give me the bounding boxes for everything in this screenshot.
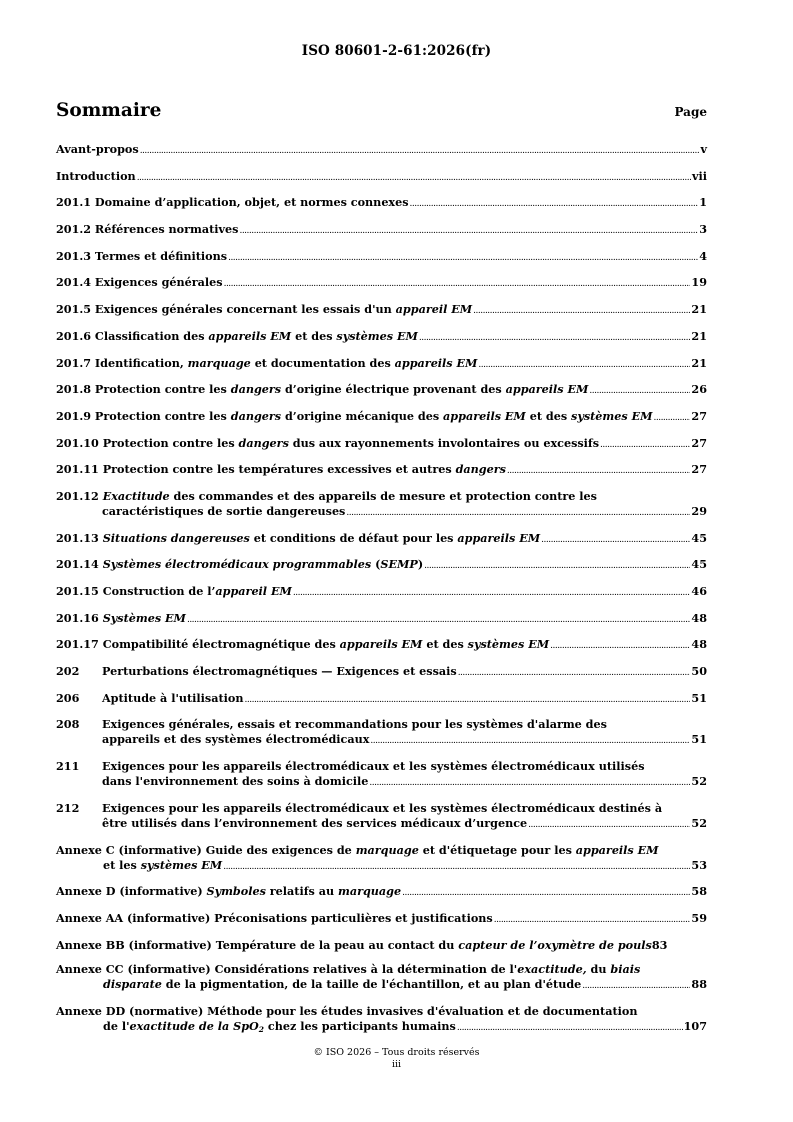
toc-entry-page: 27 [691, 408, 707, 423]
toc-entry-page: 46 [691, 584, 707, 598]
toc-entry-text-continued: caractéristiques de sortie dangereuses [102, 503, 346, 518]
toc-entry-201-6[interactable] [56, 329, 707, 346]
toc-entry-text: Annexe CC (informative) Considérations relatives à la détermination de l'exactitude, du biais [56, 962, 641, 977]
toc-entry-201-2[interactable] [56, 222, 707, 239]
toc-entry-page: 83 [651, 937, 668, 952]
toc-entry-page: 107 [683, 1018, 707, 1033]
toc-entry-page: 27 [691, 462, 707, 477]
toc-entry-text: 201.8 Protection contre les dangers d’origine électrique provenant des appareils EM [56, 382, 589, 397]
toc-entry-text-continued: et les systèmes EM [103, 857, 223, 872]
toc-entry-page: v [700, 142, 707, 156]
toc-entry-annexe-aa[interactable] [56, 911, 707, 928]
toc-entry-201-4[interactable] [56, 275, 707, 292]
toc-entry-201-12[interactable] [56, 489, 707, 521]
toc-entry-page: 45 [691, 557, 707, 572]
toc-entry-201-15[interactable] [56, 584, 707, 601]
toc-entry-text: 201.5 Exigences générales concernant les essais d'un appareil EM [56, 302, 473, 317]
toc-entry-page: 52 [691, 774, 707, 789]
toc-entry-page: 19 [691, 275, 707, 290]
toc-entry-page: 48 [691, 637, 707, 652]
toc-entry-text-continued: appareils et des systèmes électromédicaux [102, 732, 370, 747]
toc-entry-page: 59 [691, 910, 707, 925]
toc-entry-201-10[interactable] [56, 436, 707, 453]
toc-entry-text-continued: dans l'environnement des soins à domicile [102, 774, 369, 789]
toc-entry-page: 51 [691, 690, 707, 705]
toc-entry-text: 201.14 Systèmes électromédicaux programmables (SEMP) [56, 557, 424, 572]
toc-entry-208[interactable] [56, 717, 707, 749]
toc-entry-212[interactable] [56, 801, 707, 833]
toc-entry-avant-propos[interactable] [56, 142, 707, 159]
toc-entry-annexe-bb[interactable] [56, 938, 707, 953]
toc-entry-page: 27 [691, 435, 707, 450]
toc-entry-page: 3 [699, 222, 707, 237]
toc-entry-text: 201.1 Domaine d’application, objet, et normes connexes [56, 195, 409, 210]
page-footer [0, 1047, 793, 1071]
page-column-label: Page [674, 105, 707, 119]
toc-entry-annexe-d[interactable] [56, 884, 707, 901]
toc-entry-annexe-cc[interactable] [56, 962, 707, 994]
toc-entry-201-9[interactable] [56, 409, 707, 426]
toc-entry-text-continued: disparate de la pigmentation, de la taille de l'échantillon, et au plan d'étude [103, 977, 582, 992]
toc-entry-page: 50 [691, 664, 707, 679]
toc-entry-text: 201.2 Références normatives [56, 222, 239, 237]
toc-entry-page: 45 [691, 530, 707, 545]
table-of-contents [56, 142, 707, 1047]
toc-entry-text: 201.10 Protection contre les dangers dus aux rayonnements involontaires ou excessifs [56, 435, 600, 450]
toc-entry-text: Annexe BB (informative) Température de la peau au contact du capteur de l’oxymètre de pouls [56, 937, 652, 952]
toc-entry-page: 58 [691, 884, 707, 899]
toc-entry-text: 208 Exigences générales, essais et recommandations pour les systèmes d'alarme des [56, 717, 607, 732]
toc-entry-text-continued: de l'exactitude de la SpO$_2$ chez les participants humains [103, 1018, 456, 1034]
toc-entry-201-13[interactable] [56, 531, 707, 548]
toc-entry-text-continued: être utilisés dans l’environnement des services médicaux d’urgence [102, 815, 528, 830]
toc-title: Sommaire [56, 100, 162, 121]
toc-entry-text: 201.4 Exigences générales [56, 275, 223, 290]
toc-entry-page: vii [691, 168, 707, 183]
toc-heading-row [56, 100, 707, 121]
toc-entry-page: 21 [691, 355, 707, 370]
toc-entry-201-17[interactable] [56, 637, 707, 654]
toc-entry-text: Annexe AA (informative) Préconisations particulières et justifications [56, 910, 493, 925]
toc-entry-page: 21 [691, 302, 707, 317]
toc-entry-201-1[interactable] [56, 195, 707, 212]
toc-entry-text: 201.3 Termes et définitions [56, 248, 228, 263]
toc-entry-text: 201.11 Protection contre les températures excessives et autres dangers [56, 462, 506, 477]
toc-entry-201-14[interactable] [56, 557, 707, 574]
page-number: iii [391, 1059, 402, 1070]
toc-entry-annexe-c[interactable] [56, 843, 707, 875]
toc-entry-201-7[interactable] [56, 356, 707, 373]
toc-entry-text: Annexe DD (normative) Méthode pour les études invasives d'évaluation et de documentation [56, 1003, 638, 1018]
toc-entry-page: 4 [699, 248, 707, 263]
toc-entry-text: Introduction [56, 168, 136, 183]
toc-entry-201-8[interactable] [56, 382, 707, 399]
toc-entry-page: 26 [691, 382, 707, 397]
toc-entry-text: 212 Exigences pour les appareils électromédicaux et les systèmes électromédicaux destinés à [56, 800, 663, 815]
toc-entry-text: 201.16 Systèmes EM [56, 610, 186, 625]
toc-entry-text: 206 Aptitude à l'utilisation [56, 690, 244, 705]
toc-entry-201-16[interactable] [56, 611, 707, 628]
toc-entry-text: 201.12 Exactitude des commandes et des appareils de mesure et protection contre les [56, 488, 597, 503]
toc-entry-211[interactable] [56, 759, 707, 791]
toc-entry-annexe-dd[interactable] [56, 1004, 707, 1037]
toc-entry-201-11[interactable] [56, 462, 707, 479]
toc-entry-page: 21 [691, 328, 707, 343]
toc-entry-text: Annexe C (informative) Guide des exigences de marquage et d'étiquetage pour les appareils EM [56, 842, 659, 857]
toc-entry-201-3[interactable] [56, 249, 707, 266]
toc-entry-introduction[interactable] [56, 169, 707, 186]
toc-entry-202[interactable] [56, 664, 707, 681]
toc-entry-page: 1 [699, 195, 707, 210]
toc-entry-text: 201.6 Classification des appareils EM et des systèmes EM [56, 328, 418, 343]
toc-entry-page: 52 [691, 815, 707, 830]
copyright-notice: © ISO 2026 – Tous droits réservés [313, 1047, 480, 1058]
toc-entry-text: Annexe D (informative) Symboles relatifs au marquage [56, 884, 402, 899]
document-id: ISO 80601-2-61:2026(fr) [301, 43, 492, 59]
toc-entry-text: 201.15 Construction de l’appareil EM [56, 584, 292, 598]
toc-entry-text: 201.7 Identification, marquage et documentation des appareils EM [56, 355, 478, 370]
toc-entry-text: 201.13 Situations dangereuses et conditions de défaut pour les appareils EM [56, 530, 541, 545]
toc-entry-page: 48 [691, 610, 707, 625]
toc-entry-page: 51 [691, 732, 707, 747]
toc-entry-page: 29 [691, 503, 707, 518]
toc-entry-206[interactable] [56, 691, 707, 708]
toc-entry-text: 201.17 Compatibilité électromagnétique des appareils EM et des systèmes EM [56, 637, 550, 652]
toc-entry-page: 53 [691, 857, 707, 872]
toc-entry-201-5[interactable] [56, 302, 707, 319]
toc-entry-page: 88 [691, 977, 707, 992]
toc-entry-text: 201.9 Protection contre les dangers d’origine mécanique des appareils EM et des systèmes EM [56, 408, 653, 423]
toc-entry-text: 202 Perturbations électromagnétiques — Exigences et essais [56, 664, 457, 679]
toc-entry-text: Avant-propos [56, 142, 139, 156]
toc-entry-text: 211 Exigences pour les appareils électromédicaux et les systèmes électromédicaux utilisés [56, 759, 645, 774]
